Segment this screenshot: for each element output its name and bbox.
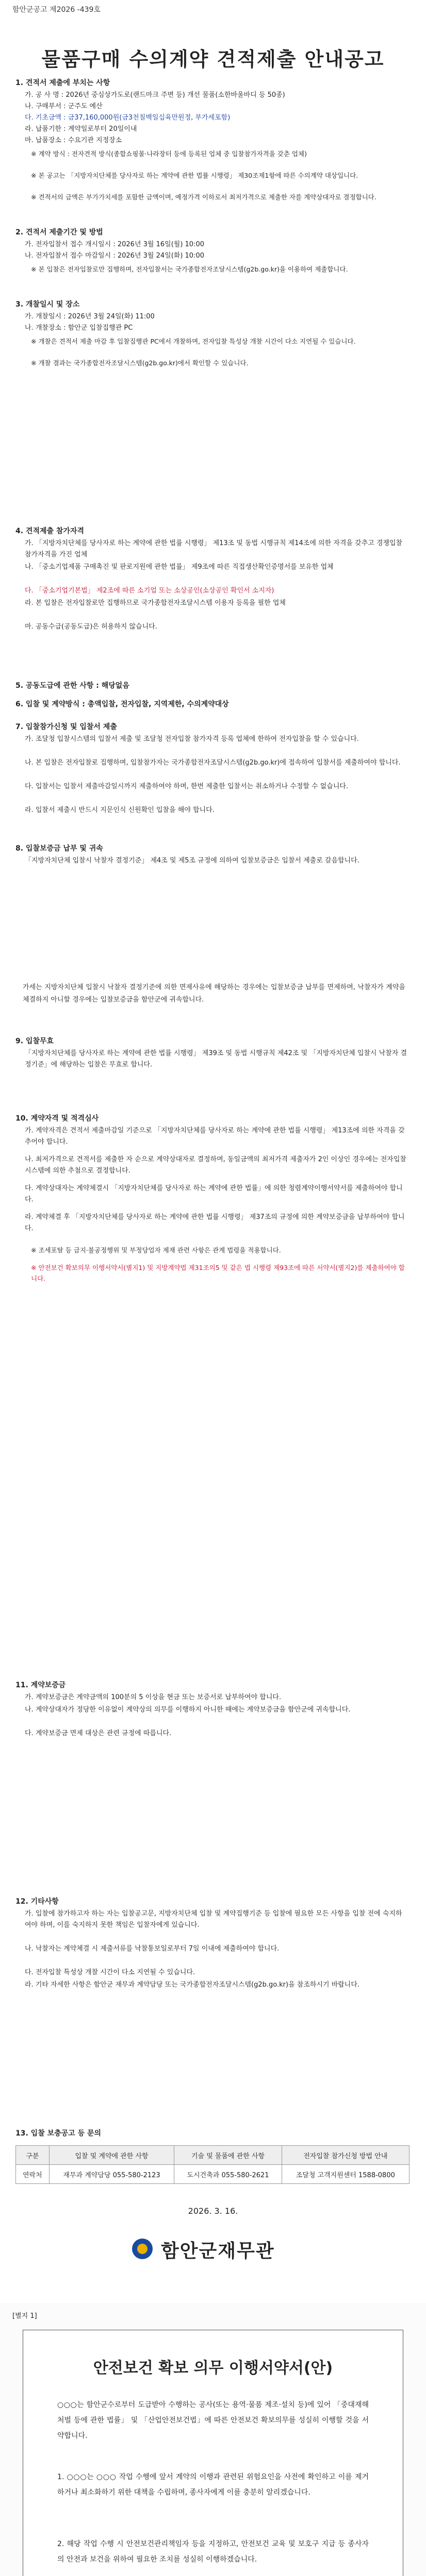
s4-line: 나. 「중소기업제품 구매촉진 및 판로지원에 관한 법률」 제9조에 따른 직접생산확인증명서를 보유한 업체 xyxy=(25,563,334,571)
page-title: 물품구매 수의계약 견적제출 안내공고 xyxy=(41,48,385,71)
haman-emblem-icon xyxy=(132,2239,153,2259)
s10-line: 가. 계약자격은 견적서 제출마감일 기준으로 「지방자치단체를 당사자로 하는 계약에 관한 법률 시행령」 제13조에 의한 자격을 갖추어야 합니다. xyxy=(25,1127,405,1146)
s10-line: 다. 계약상대자는 계약체결시 「지방자치단체를 당사자로 하는 계약에 관한 법률」에 의한 청렴계약이행서약서를 제출하여야 합니다. xyxy=(25,1184,403,1204)
form-title: 안전보건 확보 의무 이행서약서(안) xyxy=(93,2359,333,2377)
s1-line: 다. 기초금액 : 금37,160,000원(금3천칠백일십육만원정, 부가세포함) xyxy=(25,114,231,122)
table-header-cell: 전자입찰 참가신청 방법 안내 xyxy=(282,2146,409,2165)
s10-line: 나. 최저가격으로 견적서를 제출한 자 순으로 계약상대자로 결정하며, 동일금액의 최저가격 제출자가 2인 이상인 경우에는 전자입찰 시스템에 의한 추첨으로 결정합니다. xyxy=(25,1156,406,1175)
s1-note: ※ 본 공고는 「지방자치단체를 당사자로 하는 계약에 관한 법률 시행령」 제30조제1항에 따른 수의계약 대상입니다. xyxy=(31,172,358,179)
section-9-heading: 9. 입찰무효 xyxy=(15,1037,54,1045)
section-12-heading: 12. 기타사항 xyxy=(15,1897,59,1906)
s12-line: 나. 낙찰자는 계약체결 시 제출서류를 낙찰통보일로부터 7일 이내에 제출하여야 합니다. xyxy=(25,1945,280,1953)
s1-line: 마. 납품장소 : 수요기관 지정장소 xyxy=(25,137,122,144)
section-13-heading: 13. 입찰 보충공고 등 문의 xyxy=(15,2129,102,2138)
s4-line: 다. 「중소기업기본법」 제2조에 따른 소기업 또는 소상공인(소상공인 확인서 소지자) xyxy=(25,587,274,595)
s11-line: 가. 계약보증금은 계약금액의 100분의 5 이상을 현금 또는 보증서로 납부하여야 합니다. xyxy=(25,1693,282,1701)
table-header-cell: 기술 및 물품에 관한 사항 xyxy=(174,2146,282,2165)
section-6-heading: 6. 입찰 및 계약방식 : 총액입찰, 전자입찰, 지역제한, 수의계약대상 xyxy=(15,700,229,708)
body-paragraph: 가세는 지방자치단체 입찰시 낙찰자 결정기준에 의한 면제사유에 해당하는 경우에는 입찰보증금 납부를 면제하며, 낙찰자가 계약을 체결하지 아니할 경우에는 입찰보증금을 함안군에 귀속합니다. xyxy=(23,984,405,1004)
s1-line: 가. 공 사 명 : 2026년 중심상가도로(랜드마크 주변 등) 개선 물품(소한바울바디 등 50종) xyxy=(25,91,285,99)
table-header-cell: 구분 xyxy=(16,2146,50,2165)
table-cell: 재무과 계약담당 055-580-2123 xyxy=(49,2165,174,2184)
issuer-name: 함안군재무관 xyxy=(161,2241,275,2262)
section-10-heading: 10. 계약자격 및 적격심사 xyxy=(15,1114,99,1123)
s7-line: 다. 입찰서는 입찰서 제출마감일시까지 제출하여야 하며, 한번 제출한 입찰서는 취소하거나 수정할 수 없습니다. xyxy=(25,783,349,790)
issuer-block xyxy=(132,2233,297,2262)
s1-note: ※ 견적서의 금액은 부가가치세를 포함한 금액이며, 예정가격 이하로서 최저가격으로 제출한 자를 계약상대자로 결정합니다. xyxy=(31,193,376,201)
section-2-heading: 2. 견적서 제출기간 및 방법 xyxy=(15,228,103,236)
s9-line: 「지방자치단체를 당사자로 하는 계약에 관한 법률 시행령」 제39조 및 동법 시행규칙 제42조 및 「지방자치단체 입찰시 낙찰자 결정기준」에 해당하는 입찰은 무효로 합니다. xyxy=(25,1049,407,1069)
s7-line: 라. 입찰서 제출시 반드시 지문인식 신원확인 입찰을 해야 합니다. xyxy=(25,806,215,814)
annex-tag: [별지 1] xyxy=(12,2312,37,2320)
table-row-label: 연락처 xyxy=(16,2165,50,2184)
table-cell: 조달청 고객지원센터 1588-0800 xyxy=(282,2165,409,2184)
section-4-heading: 4. 견적제출 참가자격 xyxy=(15,527,84,535)
s7-line: 가. 조달청 입찰시스템의 입찰서 제출 및 조달청 전자입찰 참가자격 등록 업체에 한하여 전자입찰을 할 수 있습니다. xyxy=(25,735,359,743)
s3-line: 나. 개찰장소 : 함안군 입찰집행관 PC xyxy=(25,324,133,332)
s12-line: 라. 기타 자세한 사항은 함안군 재무과 계약담당 또는 국가종합전자조달시스템(g2b.go.kr)을 참조하시기 바랍니다. xyxy=(25,1981,360,1989)
notice-number: 함안군공고 제2026 -439호 xyxy=(12,6,101,14)
s10-note: ※ 안전보건 확보의무 이행서약서(별지1) 및 지방계약법 제31조의5 및 같은 법 시행령 제93조에 따른 서약서(별지2)를 제출하여야 합니다. xyxy=(31,1264,405,1282)
annex-1-page xyxy=(0,2303,426,2576)
s3-line: 가. 개찰일시 : 2026년 3월 24일(화) 11:00 xyxy=(25,313,155,320)
section-1-heading: 1. 견적서 제출에 부치는 사항 xyxy=(15,79,110,87)
s1-note: ※ 계약 방식 : 전자견적 방식(종합쇼핑몰·나라장터 등에 등록된 업체 중 입찰참가자격을 갖춘 업체) xyxy=(31,150,307,158)
section-8-heading: 8. 입찰보증금 납부 및 귀속 xyxy=(15,844,103,853)
section-7-heading: 7. 입찰참가신청 및 입찰서 제출 xyxy=(15,723,117,731)
s1-line: 라. 납품기한 : 계약일로부터 20일이내 xyxy=(25,125,137,133)
s4-line: 가. 「지방자치단체를 당사자로 하는 계약에 관한 법률 시행령」 제13조 및 동법 시행규칙 제14조에 의한 자격을 갖추고 경쟁입찰 참가자격을 가진 업체 xyxy=(25,539,403,558)
form-paragraph: 2. 해당 작업 수행 시 안전보건관리책임자 등을 지정하고, 안전보건 교육 및 보호구 지급 등 종사자의 안전과 보건을 위하여 필요한 조치를 성실히 이행하겠습니다. xyxy=(57,2540,369,2564)
s3-note: ※ 개찰 결과는 국가종합전자조달시스템(g2b.go.kr)에서 확인할 수 있습니다. xyxy=(31,359,249,367)
s12-line: 다. 전자입찰 특성상 개찰 시간이 다소 지연될 수 있습니다. xyxy=(25,1969,195,1976)
s4-line: 마. 공동수급(공동도급)은 허용하지 않습니다. xyxy=(25,623,157,631)
table-header-row xyxy=(16,2146,409,2165)
form-paragraph: 1. ○○○는 ○○○ 작업 수행에 앞서 계약의 이행과 관련된 위험요인을 사전에 확인하고 이를 제거하거나 최소화하기 위한 대책을 수립하며, 종사자에게 이를 충분히 알리겠습니다. xyxy=(57,2473,369,2497)
s3-note: ※ 개찰은 견적서 제출 마감 후 입찰집행관 PC에서 개찰하며, 전자입찰 특성상 개찰 시간이 다소 지연될 수 있습니다. xyxy=(31,337,356,345)
s2-line: 나. 전자입찰서 접수 마감일시 : 2026년 3월 24일(화) 10:00 xyxy=(25,252,205,260)
section-11-heading: 11. 계약보증금 xyxy=(15,1681,66,1689)
table-header-cell: 입찰 및 계약에 관한 사항 xyxy=(49,2146,174,2165)
section-5-heading: 5. 공동도급에 관한 사항 : 해당없음 xyxy=(15,682,129,690)
s12-line: 가. 입찰에 참가하고자 하는 자는 입찰공고문, 지방자치단체 입찰 및 계약집행기준 등 입찰에 필요한 모든 사항을 입찰 전에 숙지하여야 하며, 이를 숙지하지 못한 책임은 입찰자에게 있습니다. xyxy=(25,1910,402,1929)
form-paragraph: ○○○는 함안군수로부터 도급받아 수행하는 공사(또는 용역·물품 제조·설치 등)에 있어 「중대재해 처벌 등에 관한 법률」 및 「산업안전보건법」에 따른 안전보건 확보의무를 성실히 이행할 것을 서약합니다. xyxy=(57,2401,369,2440)
s2-line: 가. 전자입찰서 접수 개시일시 : 2026년 3월 16일(월) 10:00 xyxy=(25,241,205,248)
table-row xyxy=(16,2165,409,2184)
s4-line: 라. 본 입찰은 전자입찰로만 집행하므로 국가종합전자조달시스템 이용자 등록을 필한 업체 xyxy=(25,599,286,607)
s10-note: ※ 조세포탈 등 금지·불공정행위 및 부정당업자 제재 관련 사항은 관계 법령을 적용합니다. xyxy=(31,1246,281,1254)
notice-date: 2026. 3. 16. xyxy=(188,2206,238,2216)
s8-line: 「지방자치단체 입찰시 낙찰자 결정기준」 제4조 및 제5조 규정에 의하여 입찰보증금은 입찰서 제출로 갈음합니다. xyxy=(25,857,359,865)
inquiry-table xyxy=(15,2145,409,2184)
pledge-form xyxy=(23,2330,403,2576)
s10-line: 라. 계약체결 후 「지방자치단체를 당사자로 하는 계약에 관한 법률 시행령」 제37조의 규정에 의한 계약보증금을 납부하여야 합니다. xyxy=(25,1213,405,1232)
s11-line: 나. 계약상대자가 정당한 이유없이 계약상의 의무를 이행하지 아니한 때에는 계약보증금을 함안군에 귀속합니다. xyxy=(25,1706,351,1714)
section-3-heading: 3. 개찰일시 및 장소 xyxy=(15,300,80,309)
s11-line: 다. 계약보증금 면제 대상은 관련 규정에 따릅니다. xyxy=(25,1730,172,1737)
table-cell: 도시건축과 055-580-2621 xyxy=(174,2165,282,2184)
s7-line: 나. 본 입찰은 전자입찰로 집행하며, 입찰참가자는 국가종합전자조달시스템(g2b.go.kr)에 접속하여 입찰서를 제출하여야 합니다. xyxy=(25,759,401,767)
s1-line: 나. 구매부서 : 군주도 예산 xyxy=(25,103,103,110)
s2-note: ※ 본 입찰은 전자입찰로만 집행하며, 전자입찰서는 국가종합전자조달시스템(g2b.go.kr)을 이용하여 제출합니다. xyxy=(31,265,348,273)
